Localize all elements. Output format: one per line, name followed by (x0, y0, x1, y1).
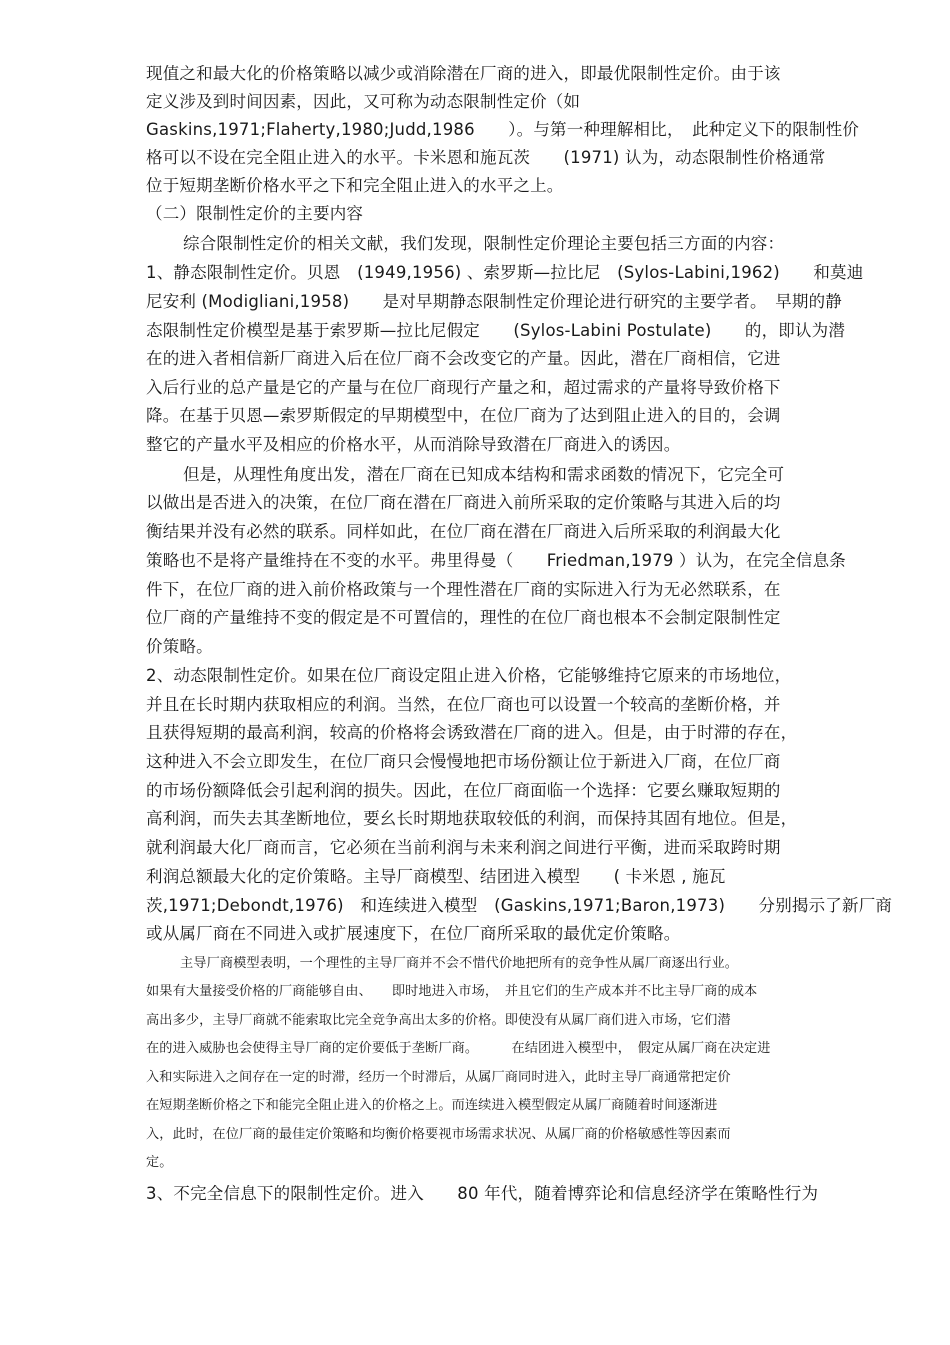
text-line: 茨,1971;Debondt,1976) 和连续进入模型 (Gaskins,1971;Baron,1973) 分别揭示了新厂商 (146, 896, 893, 915)
text-line: 衡结果并没有必然的联系。同样如此，在位厂商在潜在厂商进入后所采取的利润最大化 (146, 522, 781, 541)
text-line: 降。在基于贝恩—索罗斯假定的早期模型中，在位厂商为了达到阻止进入的目的，会调 (146, 406, 781, 425)
text-line: 就利润最大化厂商而言，它必须在当前利润与未来利润之间进行平衡，进而采取跨时期 (146, 838, 781, 857)
note-line: 在短期垄断价格之下和能完全阻止进入的价格之上。而连续进入模型假定从属厂商随着时间逐渐进 (146, 1098, 718, 1113)
note-line: 在的进入威胁也会使得主导厂商的定价要低于垄断厂商。 在结团进入模型中， 假定从属厂商在决定进 (146, 1041, 771, 1056)
text-line: 高利润，而失去其垄断地位，要幺长时期地获取较低的利润，而保持其固有地位。但是， (146, 809, 798, 828)
text-line: 在的进入者相信新厂商进入后在位厂商不会改变它的产量。因此，潜在厂商相信，它进 (146, 349, 781, 368)
text-line: 以做出是否进入的决策，在位厂商在潜在厂商进入前所采取的定价策略与其进入后的均 (146, 493, 781, 512)
text-line: 且获得短期的最高利润，较高的价格将会诱致潜在厂商的进入。但是，由于时滞的存在， (146, 723, 798, 742)
text-line: 的市场份额降低会引起利润的损失。因此，在位厂商面临一个选择：它要幺赚取短期的 (146, 781, 781, 800)
text-line: 1、静态限制性定价。贝恩 (1949,1956) 、索罗斯—拉比尼 (Sylos-Labini,1962) 和莫迪 (146, 263, 864, 282)
text-line: 综合限制性定价的相关文献，我们发现，限制性定价理论主要包括三方面的内容： (183, 234, 785, 253)
note-line: 高出多少，主导厂商就不能索取比完全竞争高出太多的价格。即使没有从属厂商们进入市场，它们潜 (146, 1013, 731, 1028)
text-line: 态限制性定价模型是基于索罗斯—拉比尼假定 (Sylos-Labini Postulate) 的，即认为潜 (146, 321, 846, 340)
text-line: 整它的产量水平及相应的价格水平，从而消除导致潜在厂商进入的诱因。 (146, 435, 681, 454)
text-line: 策略也不是将产量维持在不变的水平。弗里得曼（ Friedman,1979 ）认为，在完全信息条 (146, 551, 847, 570)
text-line: 位于短期垄断价格水平之下和完全阻止进入的水平之上。 (146, 176, 564, 195)
text-line: 并且在长时期内获取相应的利润。当然，在位厂商也可以设置一个较高的垄断价格，并 (146, 695, 781, 714)
text-line: 利润总额最大化的定价策略。主导厂商模型、结团进入模型 ( 卡米恩 , 施瓦 (146, 867, 726, 886)
text-line: 现值之和最大化的价格策略以减少或消除潜在厂商的进入，即最优限制性定价。由于该 (146, 64, 781, 83)
text-line: 件下，在位厂商的进入前价格政策与一个理性潜在厂商的实际进入行为无必然联系，在 (146, 580, 781, 599)
note-line: 定。 (146, 1155, 173, 1170)
note-line: 入，此时，在位厂商的最佳定价策略和均衡价格要视市场需求状况、从属厂商的价格敏感性等因素而 (146, 1127, 731, 1142)
text-line: Gaskins,1971;Flaherty,1980;Judd,1986 ）。与第一种理解相比， 此种定义下的限制性价 (146, 120, 860, 139)
text-line: 但是，从理性角度出发，潜在厂商在已知成本结构和需求函数的情况下，它完全可 (183, 465, 785, 484)
text-line: 或从属厂商在不同进入或扩展速度下，在位厂商所采取的最优定价策略。 (146, 924, 681, 943)
text-line: 入后行业的总产量是它的产量与在位厂商现行产量之和，超过需求的产量将导致价格下 (146, 378, 781, 397)
text-line: 2、动态限制性定价。如果在位厂商设定阻止进入价格，它能够维持它原来的市场地位， (146, 666, 792, 685)
note-line: 入和实际进入之间存在一定的时滞，经历一个时滞后，从属厂商同时进入，此时主导厂商通常把定价 (146, 1070, 731, 1085)
note-line: 如果有大量接受价格的厂商能够自由、 即时地进入市场， 并且它们的生产成本并不比主导厂商的成本 (146, 984, 758, 999)
text-line: 尼安利 (Modigliani,1958) 是对早期静态限制性定价理论进行研究的主要学者。 早期的静 (146, 292, 842, 311)
text-line: 位厂商的产量维持不变的假定是不可置信的，理性的在位厂商也根本不会制定限制性定 (146, 608, 781, 627)
text-line: 格可以不设在完全阻止进入的水平。卡米恩和施瓦茨 (1971) 认为，动态限制性价格通常 (146, 148, 826, 167)
note-line: 主导厂商模型表明，一个理性的主导厂商并不会不惜代价地把所有的竞争性从属厂商逐出行业。 (180, 956, 739, 971)
text-line: 定义涉及到时间因素，因此，又可称为动态限制性定价（如 (146, 92, 581, 111)
text-line: 这种进入不会立即发生，在位厂商只会慢慢地把市场份额让位于新进入厂商，在位厂商 (146, 752, 781, 771)
text-line: 3、不完全信息下的限制性定价。进入 80 年代，随着博弈论和信息经济学在策略性行为 (146, 1184, 819, 1203)
text-line: 价策略。 (146, 637, 213, 656)
section-heading: （二）限制性定价的主要内容 (146, 204, 364, 223)
